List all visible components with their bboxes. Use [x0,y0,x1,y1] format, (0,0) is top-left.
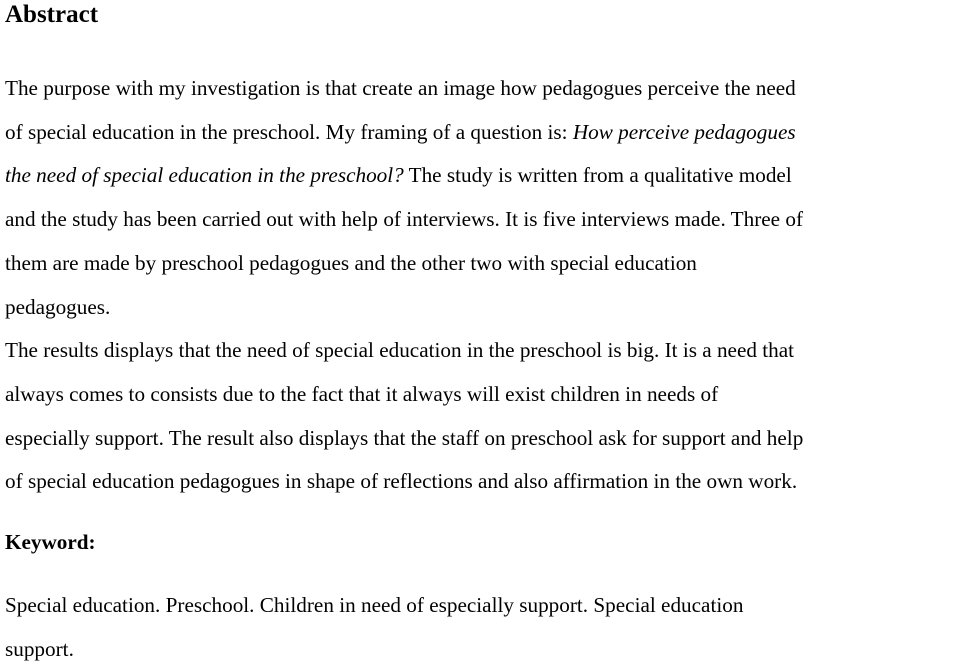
keyword-paragraph [5,584,743,671]
abstract-line: them are made by preschool pedagogues and the other two with special education [5,250,697,275]
results-line: always comes to consists due to the fact that it always will exist children in needs of [5,381,719,406]
results-line: especially support. The result also displays that the staff on preschool ask for support and help [5,425,804,450]
abstract-text: The study is written from a qualitative model [403,163,792,188]
results-paragraph [5,329,957,504]
research-question-italic: the need of special education in the preschool? [5,163,404,188]
keyword-heading: Keyword: [5,530,96,554]
abstract-line: pedagogues. [5,294,111,319]
keyword-line: Special education. Preschool. Children in need of especially support. Special education [5,593,744,617]
abstract-line [5,154,957,198]
research-question-italic: How perceive pedagogues [572,119,796,144]
abstract-line [5,111,957,155]
keyword-line: support. [5,636,74,661]
abstract-text: of special education in the preschool. My framing of a question is: [5,119,573,144]
document-page [5,0,957,661]
abstract-line: and the study has been carried out with help of interviews. It is five interviews made. Three of [5,207,804,232]
results-line: of special education pedagogues in shape of reflections and also affirmation in the own work. [5,469,798,494]
abstract-paragraph [5,67,957,329]
abstract-line: The purpose with my investigation is that create an image how pedagogues perceive the need [5,76,796,100]
results-line: The results displays that the need of special education in the preschool is big. It is a need that [5,338,795,363]
abstract-heading: Abstract [5,1,99,28]
